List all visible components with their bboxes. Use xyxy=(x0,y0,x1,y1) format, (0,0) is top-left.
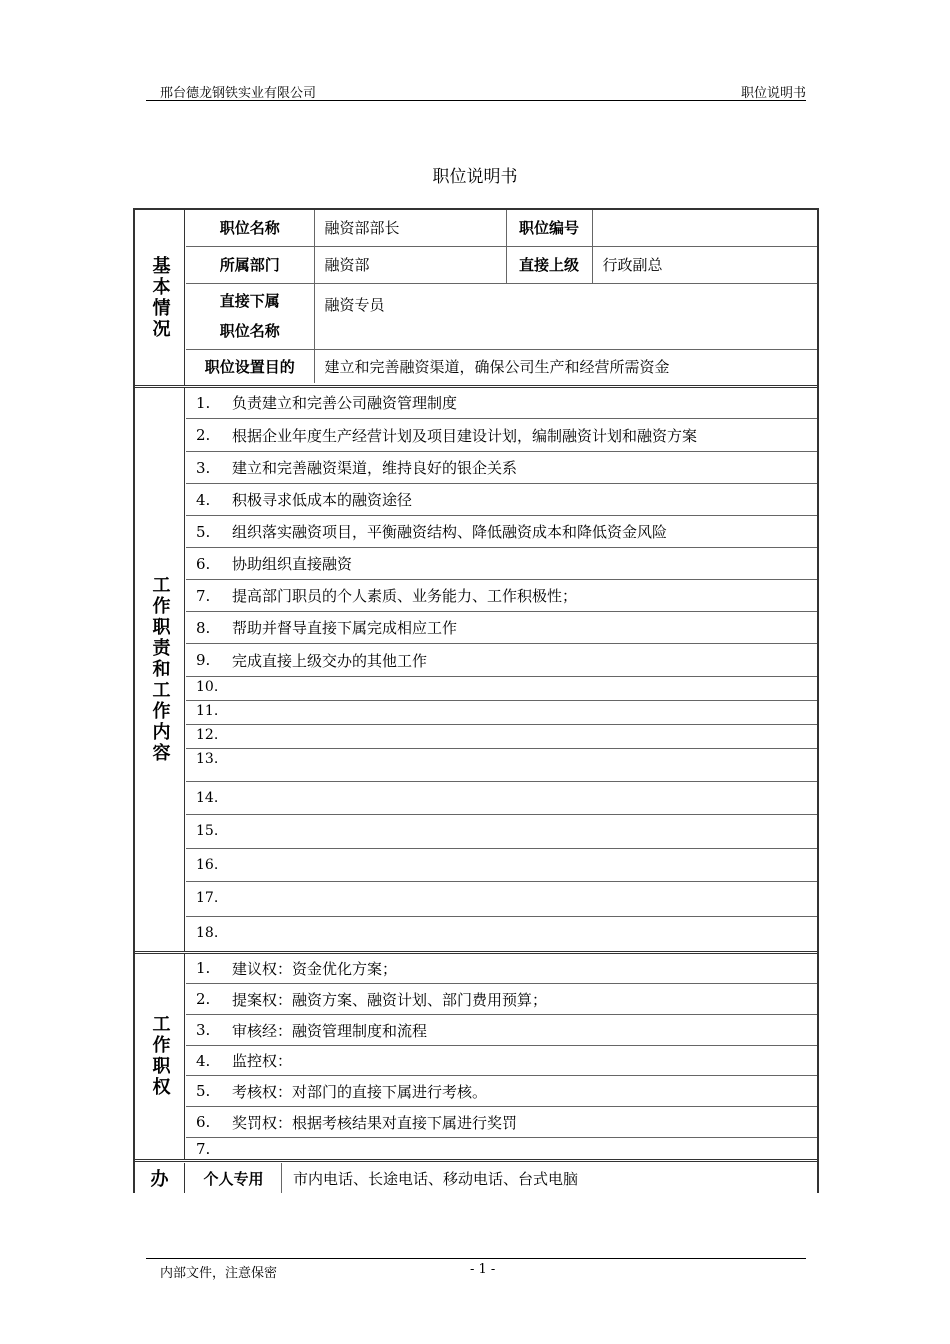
authority-row xyxy=(186,1076,817,1107)
department-label: 所属部门 xyxy=(186,246,314,283)
duty-row xyxy=(186,701,817,725)
authority-row xyxy=(186,1046,817,1076)
duty-num: 5. xyxy=(196,522,211,541)
duty-row xyxy=(186,749,817,782)
company-name: 邢台德龙钢铁实业有限公司 xyxy=(160,86,317,101)
duty-text: 提高部门职员的个人素质、业务能力、工作积极性； xyxy=(232,587,578,605)
duty-row xyxy=(186,419,817,452)
office-label: 办 xyxy=(150,1169,169,1190)
basic-info-label: 基本情况 xyxy=(149,255,171,340)
subordinate-label-line1: 直接下属 xyxy=(219,292,280,310)
authority-text: 审核经：融资管理制度和流程 xyxy=(232,1021,428,1040)
position-name-label: 职位名称 xyxy=(186,210,314,246)
position-name-value: 融资部部长 xyxy=(314,210,506,246)
authority-row xyxy=(186,1107,817,1138)
duty-row xyxy=(186,644,817,677)
duty-num: 18. xyxy=(196,925,219,941)
purpose-label: 职位设置目的 xyxy=(186,349,314,383)
duty-row xyxy=(186,849,817,882)
duty-num: 3. xyxy=(196,458,211,477)
basic-info-label-cell xyxy=(135,210,185,385)
authority-text: 奖罚权：根据考核结果对直接下属进行奖罚 xyxy=(232,1113,518,1132)
authority-num: 1. xyxy=(196,959,211,977)
authority-num: 3. xyxy=(196,1021,211,1039)
duty-num: 2. xyxy=(196,426,211,444)
authority-label: 工作职权 xyxy=(149,1014,171,1098)
duty-row xyxy=(186,580,817,612)
basic-info-table xyxy=(186,210,817,383)
duty-num: 6. xyxy=(196,554,211,573)
authority-row xyxy=(186,1015,817,1046)
duty-row xyxy=(186,815,817,849)
authority-num: 4. xyxy=(196,1051,211,1070)
duty-num: 8. xyxy=(196,618,211,637)
duty-text: 建立和完善融资渠道，维持良好的银企关系 xyxy=(232,459,518,477)
position-code-label: 职位编号 xyxy=(506,210,592,246)
duty-num: 15. xyxy=(196,823,219,839)
duty-num: 17. xyxy=(196,890,219,906)
page-number: - 1 - xyxy=(470,1262,496,1277)
page-title: 职位说明书 xyxy=(432,167,518,187)
authority-list xyxy=(186,953,817,1159)
subordinate-value: 融资专员 xyxy=(314,283,817,349)
duty-row xyxy=(186,548,817,580)
duty-text: 完成直接上级交办的其他工作 xyxy=(232,651,428,670)
duty-row xyxy=(186,677,817,701)
subordinate-label-line2: 职位名称 xyxy=(219,322,280,340)
purpose-value: 建立和完善融资渠道，确保公司生产和经营所需资金 xyxy=(324,357,670,376)
authority-text: 建议权：资金优化方案； xyxy=(232,959,398,978)
duty-num: 9. xyxy=(196,651,211,669)
duty-row xyxy=(186,917,817,951)
header-divider xyxy=(146,100,806,101)
authority-label-cell xyxy=(135,953,185,1159)
duty-num: 1. xyxy=(196,393,211,412)
duty-text: 根据企业年度生产经营计划及项目建设计划，编制融资计划和融资方案 xyxy=(232,426,698,445)
duties-label-cell xyxy=(135,387,185,951)
duty-row xyxy=(186,516,817,548)
authority-text: 考核权：对部门的直接下属进行考核。 xyxy=(232,1082,488,1101)
authority-num: 2. xyxy=(196,990,211,1008)
authority-row xyxy=(186,953,817,984)
superior-value: 行政副总 xyxy=(592,246,817,283)
authority-num: 5. xyxy=(196,1082,211,1100)
authority-num: 7. xyxy=(196,1139,211,1158)
authority-row xyxy=(186,1138,817,1159)
duty-text: 积极寻求低成本的融资途径 xyxy=(232,491,413,509)
duty-num: 13. xyxy=(196,751,219,767)
duty-row xyxy=(186,387,817,419)
duty-row xyxy=(186,882,817,917)
duty-row xyxy=(186,782,817,815)
department-value: 融资部 xyxy=(314,246,506,283)
job-description-table xyxy=(133,208,819,1193)
duty-num: 14. xyxy=(196,790,219,806)
footer-note: 内部文件，注意保密 xyxy=(160,1266,278,1281)
authority-text: 监控权： xyxy=(232,1052,293,1070)
duty-text: 负责建立和完善公司融资管理制度 xyxy=(232,394,458,412)
duty-text: 组织落实融资项目，平衡融资结构、降低融资成本和降低资金风险 xyxy=(232,523,668,541)
authority-row xyxy=(186,984,817,1015)
personal-use-label: 个人专用 xyxy=(186,1163,282,1193)
duty-num: 16. xyxy=(196,857,219,873)
duty-row xyxy=(186,484,817,516)
duty-row xyxy=(186,725,817,749)
header-doc-type: 职位说明书 xyxy=(740,86,806,101)
duty-num: 10. xyxy=(196,679,219,695)
duties-label: 工作职责和工作内容 xyxy=(149,574,171,764)
duty-num: 7. xyxy=(196,586,211,605)
duty-row xyxy=(186,452,817,484)
position-code-value xyxy=(592,210,817,246)
superior-label: 直接上级 xyxy=(506,246,592,283)
office-label-cell xyxy=(135,1163,185,1193)
subordinate-label xyxy=(186,283,314,349)
basic-info-section xyxy=(135,210,817,388)
authority-section xyxy=(135,953,817,1162)
duties-section xyxy=(135,387,817,954)
office-section xyxy=(135,1163,817,1193)
duty-num: 12. xyxy=(196,727,219,743)
duty-num: 4. xyxy=(196,490,211,509)
authority-num: 6. xyxy=(196,1113,211,1131)
duty-num: 11. xyxy=(196,703,219,719)
personal-use-value: 市内电话、长途电话、移动电话、台式电脑 xyxy=(293,1169,579,1188)
duty-row xyxy=(186,612,817,644)
authority-text: 提案权：融资方案、融资计划、部门费用预算； xyxy=(232,990,548,1009)
duty-text: 帮助并督导直接下属完成相应工作 xyxy=(232,619,458,637)
footer-divider xyxy=(146,1258,806,1259)
duties-list xyxy=(186,387,817,951)
duty-text: 协助组织直接融资 xyxy=(232,555,353,573)
